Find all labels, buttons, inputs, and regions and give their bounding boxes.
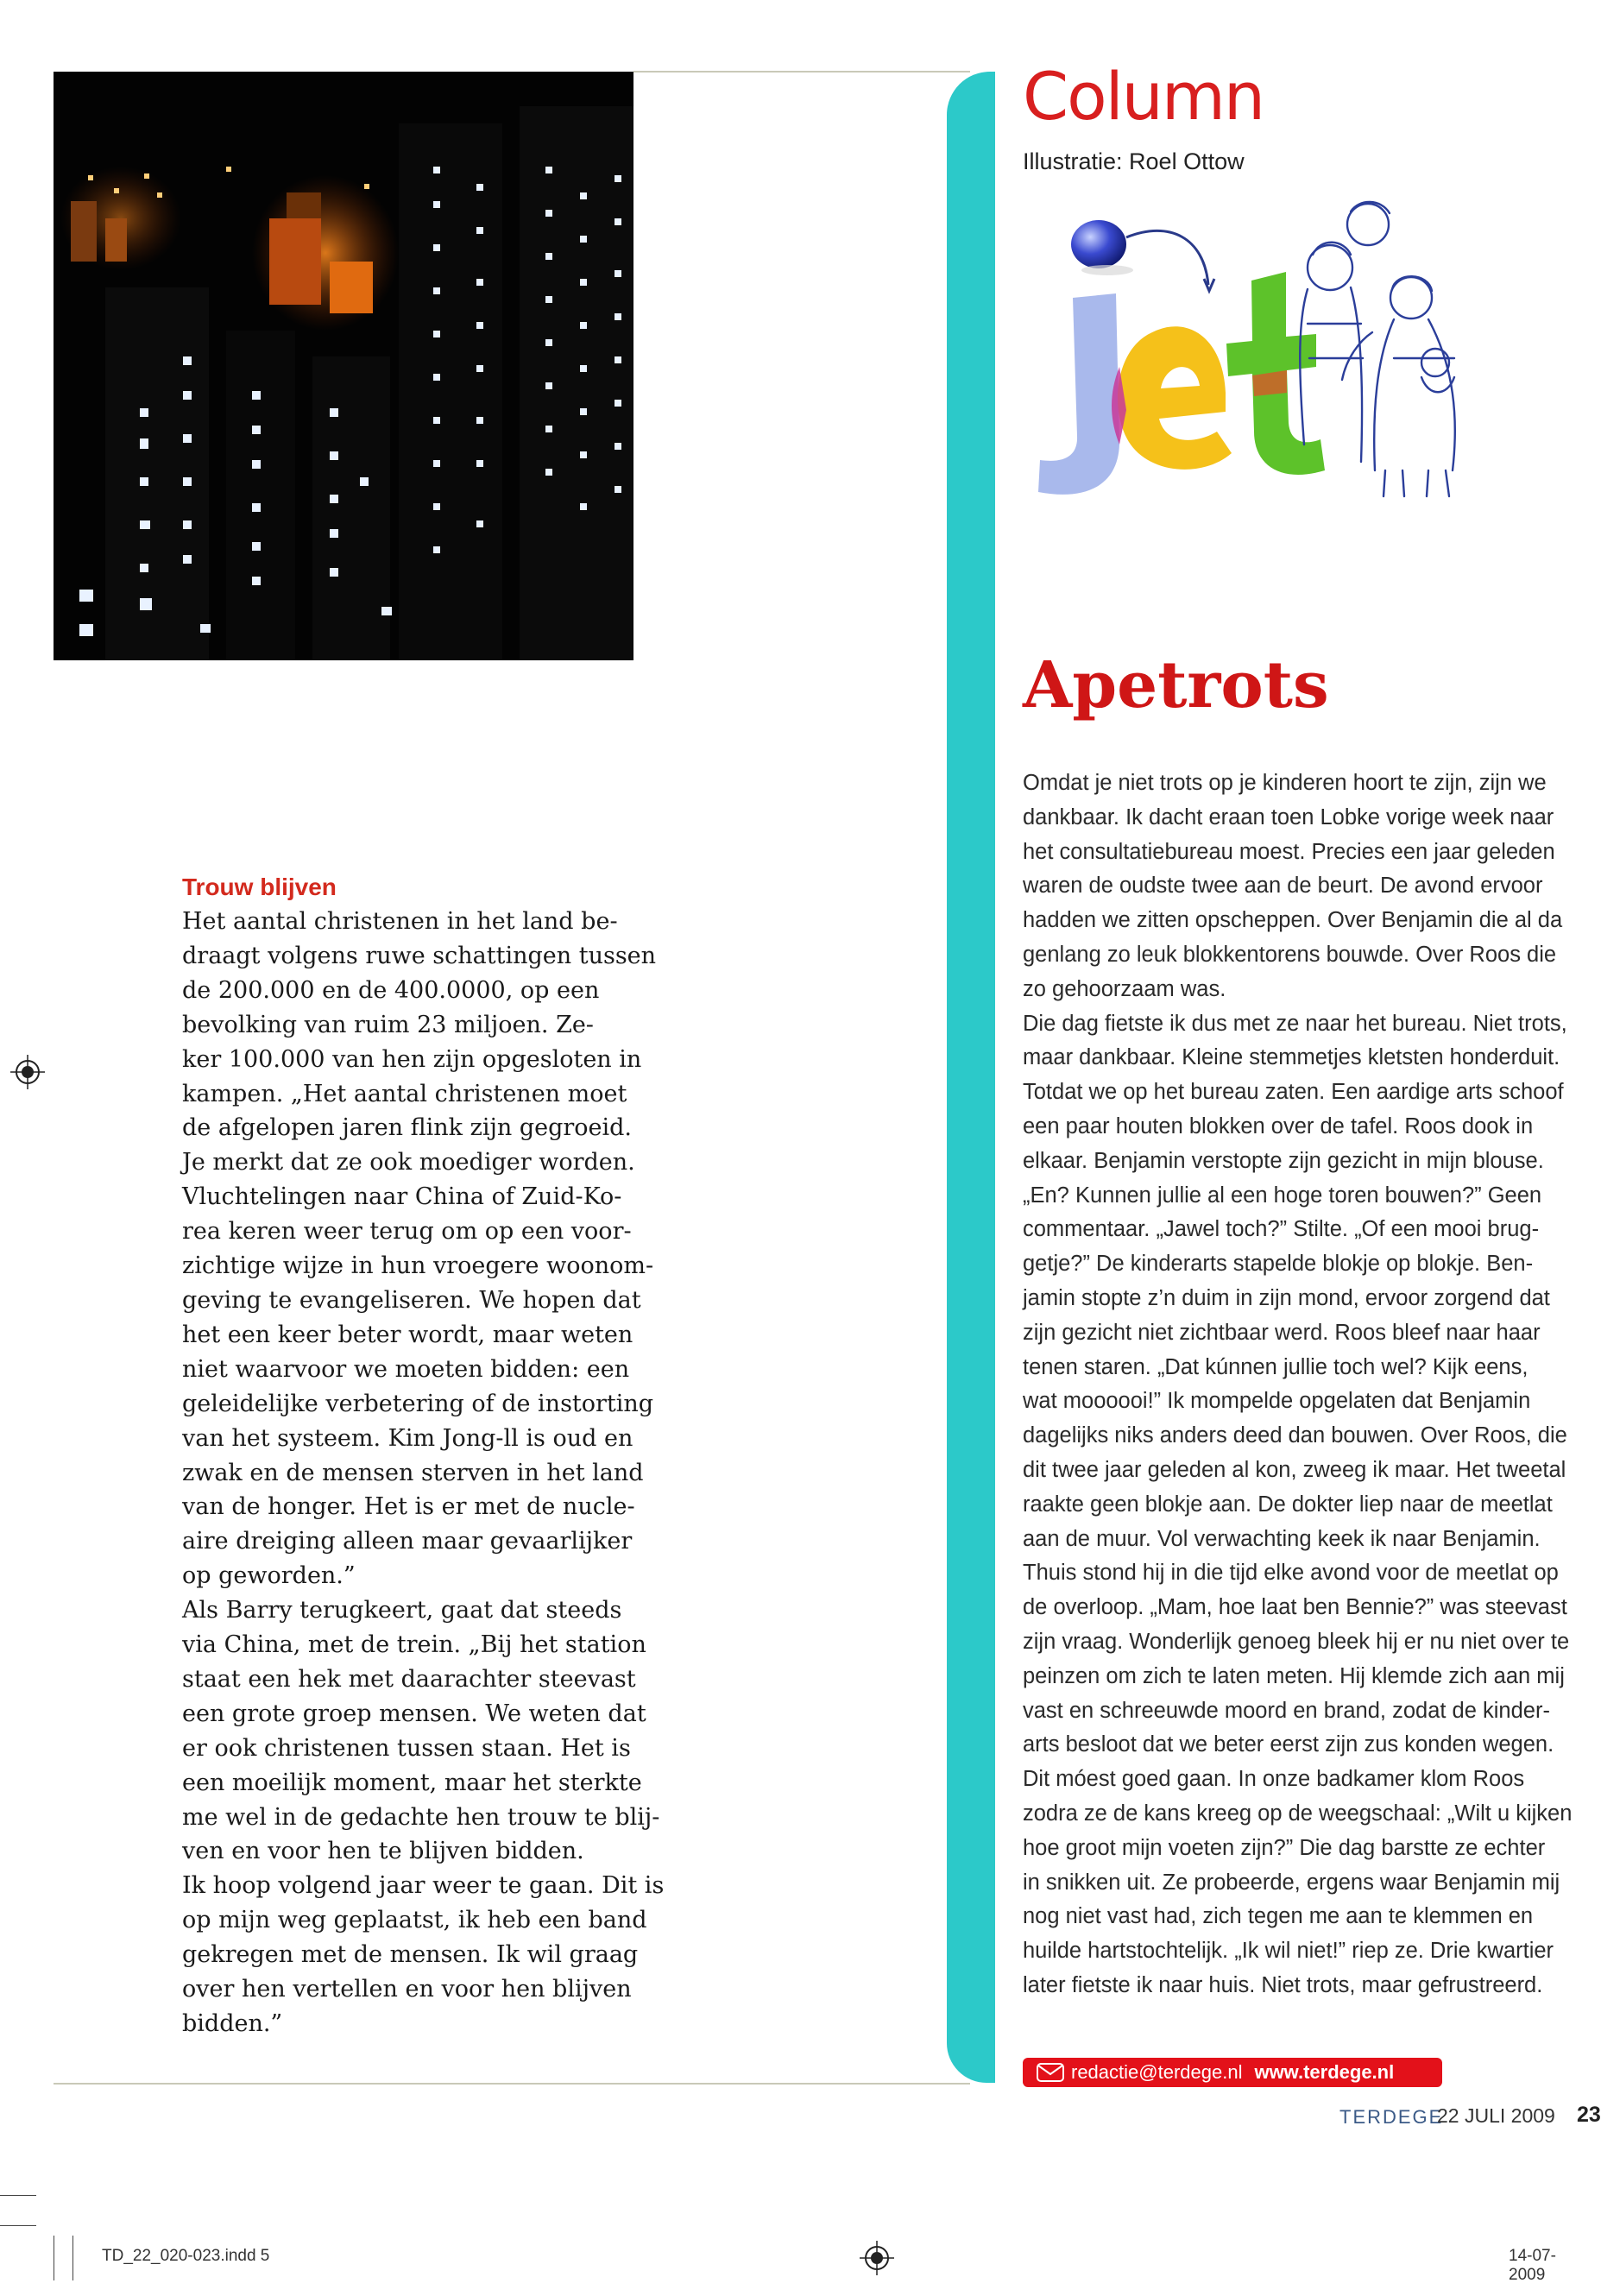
column-article-line: elkaar. Benjamin verstopte zijn gezicht in mijn blouse.	[1023, 1148, 1544, 1173]
left-article-line: een moeilijk moment, maar het sterkte	[182, 1769, 642, 1796]
left-article-line: staat een hek met daarachter steevast	[182, 1665, 636, 1693]
column-article-line: het consultatiebureau moest. Precies een jaar geleden	[1023, 839, 1555, 864]
column-article-line: „En? Kunnen jullie al een hoge toren bouwen?” Geen	[1023, 1183, 1542, 1208]
column-article-line: dit twee jaar geleden al kon, zweeg ik maar. Het tweetal	[1023, 1457, 1566, 1482]
left-article-line: me wel in de gedachte hen trouw te blij-	[182, 1803, 660, 1831]
left-article-line: geving te evangeliseren. We hopen dat	[182, 1286, 641, 1314]
left-article-line: van de honger. Het is er met de nucle-	[182, 1493, 635, 1521]
left-article-line: zwak en de mensen sterven in het land	[182, 1459, 644, 1486]
column-article-line: tenen staren. „Dat kúnnen jullie toch wel? Kijk eens,	[1023, 1354, 1529, 1379]
column-article-line: zijn gezicht niet zichtbaar werd. Roos bleef naar haar	[1023, 1320, 1541, 1345]
column-article-line: genlang zo leuk blokkentorens bouwde. Over Roos die	[1023, 942, 1557, 967]
column-article-line: arts besloot dat we beter eerst zijn zus konden wegen.	[1023, 1732, 1554, 1757]
left-article-line: de 200.000 en de 400.0000, op een	[182, 976, 600, 1004]
column-article-line: commentaar. „Jawel toch?” Stilte. „Of een mooi brug-	[1023, 1217, 1540, 1242]
column-article-line: waren de oudste twee aan de beurt. De avond ervoor	[1023, 874, 1543, 899]
column-article-line: Omdat je niet trots op je kinderen hoort te zijn, zijn we	[1023, 771, 1547, 795]
left-article-line: Vluchtelingen naar China of Zuid-Ko-	[182, 1183, 622, 1211]
column-article-line: hoe groot mijn voeten zijn?” Die dag barstte ze echter	[1023, 1835, 1546, 1860]
column-article-line: jamin stopte z’n duim in zijn mond, ervoor zorgend dat	[1023, 1285, 1550, 1310]
left-article-subhead: Trouw blijven	[182, 874, 337, 900]
bottom-rule	[54, 2083, 970, 2085]
left-article-line: de afgelopen jaren flink zijn gegroeid.	[182, 1114, 633, 1142]
website-link[interactable]: www.terdege.nl	[1254, 2061, 1395, 2083]
column-article-line: later fietste ik naar huis. Niet trots, maar gefrustreerd.	[1023, 1972, 1543, 1997]
column-article	[1023, 766, 1592, 2003]
column-article-line: raakte geen blokje aan. De dokter liep naar de meetlat	[1023, 1492, 1553, 1517]
left-article-line: ven en voor hen te blijven bidden.	[182, 1838, 584, 1865]
column-article-line: huilde hartstochtelijk. „Ik wil niet!” riep ze. Drie kwartier	[1023, 1939, 1554, 1964]
left-article-line: draagt volgens ruwe schattingen tussen	[182, 942, 657, 969]
column-article-line: in snikken uit. Ze probeerde, ergens waar Benjamin mij	[1023, 1870, 1560, 1895]
left-article-line: op mijn weg geplaatst, ik heb een band	[182, 1907, 647, 1934]
left-article	[182, 870, 665, 2041]
email-link[interactable]: redactie@terdege.nl	[1071, 2061, 1243, 2083]
column-article-line: zo gehoorzaam was.	[1023, 976, 1226, 1001]
column-article-line: vast en schreeuwde moord en brand, zodat de kinder-	[1023, 1698, 1550, 1723]
left-article-line: Het aantal christenen in het land be-	[182, 908, 618, 935]
column-article-line: dagelijks niks anders deed dan bouwen. Over Roos, die	[1023, 1423, 1567, 1448]
left-article-line: bevolking van ruim 23 miljoen. Ze-	[182, 1011, 594, 1038]
page-number: 23	[1577, 2103, 1601, 2127]
night-city-photo	[54, 72, 633, 660]
left-article-line: er ook christenen tussen staan. Het is	[182, 1734, 631, 1762]
column-article-line: Dit móest goed gaan. In onze badkamer klom Roos	[1023, 1767, 1525, 1792]
column-article-line: de overloop. „Mam, hoe laat ben Bennie?” was steevast	[1023, 1595, 1567, 1620]
jet-logo-svg	[1023, 186, 1489, 514]
left-article-line: kampen. „Het aantal christenen moet	[182, 1080, 627, 1107]
left-article-line: geleidelijke verbetering of de instorting	[182, 1390, 654, 1417]
column-article-line: peinzen om zich te laten meten. Hij klemde zich aan mij	[1023, 1663, 1565, 1688]
left-article-line: een grote groep mensen. We weten dat	[182, 1700, 646, 1727]
envelope-icon	[1037, 2063, 1064, 2082]
column-article-body	[1023, 766, 1592, 2003]
left-article-line: over hen vertellen en voor hen blijven	[182, 1976, 632, 2003]
column-side-bar	[947, 72, 995, 2083]
column-article-line: zijn vraag. Wonderlijk genoeg bleek hij er nu niet over te	[1023, 1629, 1570, 1654]
left-article-line: ker 100.000 van hen zijn opgesloten in	[182, 1045, 642, 1073]
column-article-line: Totdat we op het bureau zaten. Een aardige arts schoof	[1023, 1080, 1564, 1105]
column-article-line: dankbaar. Ik dacht eraan toen Lobke vorige week naar	[1023, 804, 1554, 829]
column-article-line: zodra ze de kans kreeg op de weegschaal: „Wilt u kijken	[1023, 1801, 1573, 1826]
illustration-credit: Illustratie: Roel Ottow	[1023, 148, 1245, 174]
left-article-line: rea keren weer terug om op een voor-	[182, 1218, 632, 1246]
left-article-line: zichtige wijze in hun vroegere woonom-	[182, 1252, 654, 1280]
slug-date: 14-07-2009	[1509, 2247, 1556, 2284]
file-slug: TD_22_020-023.indd 5	[102, 2247, 270, 2265]
column-article-line: wat moooooi!” Ik mompelde opgelaten dat Benjamin	[1023, 1389, 1531, 1414]
registration-mark-icon	[858, 2239, 896, 2277]
top-rule	[633, 71, 970, 73]
left-article-line: Je merkt dat ze ook moediger worden.	[182, 1149, 635, 1176]
column-article-line: maar dankbaar. Kleine stemmetjes kletsten honderduit.	[1023, 1045, 1560, 1070]
left-article-body	[182, 905, 665, 2041]
column-article-line: Die dag fietste ik dus met ze naar het bureau. Niet trots,	[1023, 1011, 1567, 1036]
crop-mark	[0, 2225, 36, 2226]
column-article-line: Thuis stond hij in die tijd elke avond voor de meetlat op	[1023, 1561, 1559, 1586]
city-skyline-svg	[54, 72, 633, 660]
left-article-line: op geworden.”	[182, 1562, 356, 1590]
column-article-line: hadden we zitten opscheppen. Over Benjamin die al da	[1023, 908, 1563, 933]
column-headline: Apetrots	[1023, 648, 1329, 722]
left-article-line: van het systeem. Kim Jong-ll is oud en	[182, 1424, 633, 1452]
crop-mark	[72, 2236, 73, 2280]
registration-mark-icon	[9, 1053, 47, 1091]
jet-column-logo	[1023, 186, 1489, 514]
left-article-line: via China, met de trein. „Bij het station	[182, 1631, 646, 1659]
issue-date: 22 JULI 2009	[1437, 2104, 1555, 2127]
column-article-line: nog niet vast had, zich tegen me aan te klemmen en	[1023, 1904, 1534, 1929]
left-article-line: bidden.”	[182, 2010, 283, 2037]
column-section-title: Column	[1023, 58, 1264, 135]
column-article-line: getje?” De kinderarts stapelde blokje op blokje. Ben-	[1023, 1252, 1534, 1277]
crop-mark	[0, 2195, 36, 2196]
left-article-line: niet waarvoor we moeten bidden: een	[182, 1355, 630, 1383]
left-article-line: het een keer beter wordt, maar weten	[182, 1321, 633, 1348]
column-article-line: een paar houten blokken over de tafel. Roos dook in	[1023, 1113, 1534, 1139]
left-article-line: gekregen met de mensen. Ik wil graag	[182, 1941, 639, 1969]
left-article-line: Als Barry terugkeert, gaat dat steeds	[182, 1597, 622, 1624]
contact-bar	[1023, 2058, 1442, 2087]
left-article-line: aire dreiging alleen maar gevaarlijker	[182, 1528, 633, 1555]
left-article-line: Ik hoop volgend jaar weer te gaan. Dit is	[182, 1872, 665, 1900]
column-article-line: aan de muur. Vol verwachting keek ik naar Benjamin.	[1023, 1526, 1541, 1551]
magazine-name: TERDEGE	[1339, 2106, 1444, 2128]
